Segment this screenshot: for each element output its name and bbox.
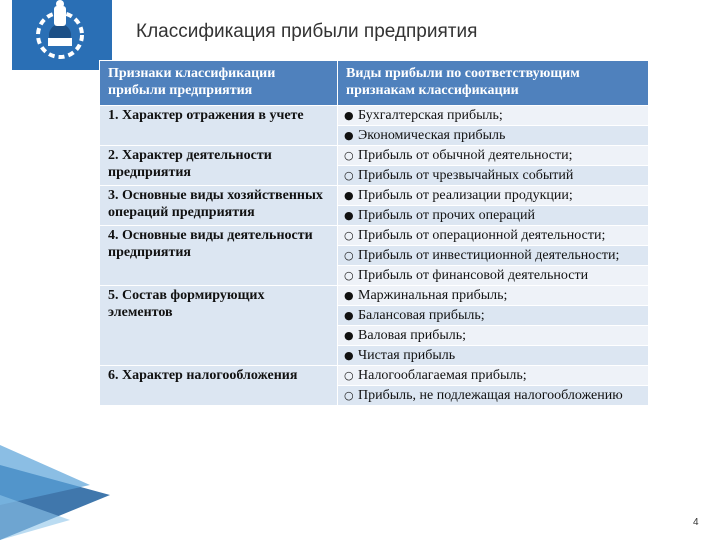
profit-type-cell (338, 306, 649, 326)
profit-type-label: Маржинальная прибыль; (358, 288, 508, 303)
criterion-cell: 4. Основные виды деятельности предприятия (100, 226, 338, 286)
bullet-filled-icon: ● (344, 129, 354, 142)
bullet-filled-icon: ● (344, 189, 354, 202)
bullet-filled-icon: ● (344, 109, 354, 122)
header-profit-types: Виды прибыли по соответствующим признакам классификации (338, 61, 649, 106)
decorative-corner (0, 445, 110, 540)
profit-type-label: Бухгалтерская прибыль; (358, 108, 503, 123)
bullet-hollow-icon: ○ (344, 369, 354, 382)
profit-type-cell (338, 166, 649, 186)
bullet-hollow-icon: ○ (344, 229, 354, 242)
table-body (100, 106, 649, 406)
bullet-filled-icon: ● (344, 289, 354, 302)
profit-type-label: Балансовая прибыль; (358, 308, 485, 323)
bullet-hollow-icon: ○ (344, 249, 354, 262)
table-row (100, 286, 649, 306)
profit-type-cell (338, 326, 649, 346)
profit-type-cell (338, 266, 649, 286)
profit-type-label: Прибыль, не подлежащая налогообложению (358, 388, 623, 403)
profit-type-label: Прибыль от обычной деятельности; (358, 148, 573, 163)
table-row (100, 146, 649, 166)
profit-type-cell (338, 346, 649, 366)
profit-type-label: Экономическая прибыль (358, 128, 506, 143)
table-row (100, 226, 649, 246)
criterion-cell: 1. Характер отражения в учете (100, 106, 338, 146)
profit-type-cell (338, 146, 649, 166)
profit-type-label: Прибыль от чрезвычайных событий (358, 168, 574, 183)
profit-type-label: Прибыль от прочих операций (358, 208, 535, 223)
bullet-filled-icon: ● (344, 329, 354, 342)
bullet-filled-icon: ● (344, 209, 354, 222)
profit-type-label: Чистая прибыль (358, 348, 456, 363)
classification-table (99, 60, 649, 406)
header-criteria: Признаки классификации прибыли предприятия (100, 61, 338, 106)
bullet-hollow-icon: ○ (344, 269, 354, 282)
profit-type-cell (338, 246, 649, 266)
table-row (100, 366, 649, 386)
profit-type-cell (338, 186, 649, 206)
profit-type-label: Прибыль от финансовой деятельности (358, 268, 589, 283)
logo (12, 0, 112, 70)
table-header-row (100, 61, 649, 106)
criterion-cell: 6. Характер налогообложения (100, 366, 338, 406)
criterion-cell: 3. Основные виды хозяйственных операций предприятия (100, 186, 338, 226)
profit-type-cell (338, 126, 649, 146)
profit-type-cell (338, 106, 649, 126)
profit-type-label: Валовая прибыль; (358, 328, 467, 343)
criterion-cell: 2. Характер деятельности предприятия (100, 146, 338, 186)
table-row (100, 106, 649, 126)
bullet-filled-icon: ● (344, 349, 354, 362)
profit-type-cell (338, 286, 649, 306)
profit-type-cell (338, 226, 649, 246)
table-row (100, 186, 649, 206)
bullet-hollow-icon: ○ (344, 169, 354, 182)
profit-type-label: Налогооблагаемая прибыль; (358, 368, 527, 383)
profit-type-cell (338, 366, 649, 386)
slide-title: Классификация прибыли предприятия (136, 21, 478, 42)
bullet-hollow-icon: ○ (344, 149, 354, 162)
page-number: 4 (693, 517, 699, 528)
profit-type-cell (338, 206, 649, 226)
classification-table-container (99, 60, 649, 522)
criterion-cell: 5. Состав формирующих элементов (100, 286, 338, 366)
bullet-filled-icon: ● (344, 309, 354, 322)
profit-type-label: Прибыль от инвестиционной деятельности; (358, 248, 620, 263)
bullet-hollow-icon: ○ (344, 389, 354, 402)
profit-type-cell (338, 386, 649, 406)
profit-type-label: Прибыль от реализации продукции; (358, 188, 573, 203)
profit-type-label: Прибыль от операционной деятельности; (358, 228, 606, 243)
